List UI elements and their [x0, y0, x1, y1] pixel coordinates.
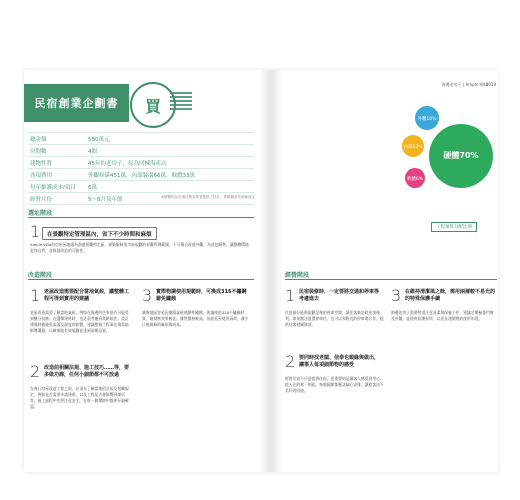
tip-heading: 民宿裝修時，一定要將交通和停車等考慮進去 — [299, 289, 380, 302]
info-value: 4間 — [86, 145, 254, 157]
tip-body: 海邊的房子需要特別注意清潔與保養工作，建議定期檢查門窗及外牆，並使用防潮材料，以延長建築物的使用年限。 — [391, 310, 494, 321]
info-value: 550萬元 — [86, 133, 254, 145]
budget-bubble-chart — [401, 100, 498, 220]
section-divider — [285, 279, 497, 280]
section-divider — [28, 279, 254, 280]
info-label: 房間數 — [28, 145, 86, 157]
tip-body: Ample Villa的房屋因地處為漁港景觀特定區，建築限制依市府規劃的景觀管理範圍，不可擅自改建外觀，為此也順勢，讓整體環境更加自然，並保留改造的可能性。 — [30, 242, 249, 253]
chart-caption: 工程預算分配比例 — [431, 222, 477, 232]
table-row — [28, 133, 254, 145]
table-row — [28, 169, 254, 181]
running-head: 海邊老房子 | Ample Villa — [441, 82, 488, 87]
bubble-label-interior: 內部12% — [403, 145, 423, 150]
tip-heading: 在維持清潔風之餘，需用兩層較不易光的的特殊保護手續 — [405, 289, 496, 302]
buy-stamp-icon: 買 — [130, 82, 176, 128]
tip-body: 老屋改造需要了解當地氣候，例如在海邊的住家很有可能受到鹽分侵蝕。在選擇建材時，也必須考慮到其耐候性。設計建築時應避免高溫及濕度的影響，建議整個工程事先與當地師傅溝通，以確保能有效規劃並達到預期品質。 — [30, 310, 129, 333]
tip-heading: 實際物調使用規範時，可換成316不鏽鋼避免鏽蝕 — [156, 289, 247, 302]
info-label: 建物性質 — [28, 157, 86, 169]
tip-heading: 要同時找老闆、信奉也順緣與做出，讓事人每項細節物的感受 — [299, 355, 380, 368]
info-value: 5～8月及年節 — [86, 193, 254, 205]
tip-heading: 改造前相關法規、施工技巧……等，要多做功課，任何小細節都不可放過 — [44, 365, 130, 378]
book-gutter — [261, 70, 281, 472]
info-label: 總金額 — [28, 133, 86, 145]
info-value: 6萬 — [86, 181, 254, 193]
table-row — [28, 181, 254, 193]
section-title-site: 選址階段 — [28, 210, 53, 217]
bubble-label-hardware: 硬體70% — [443, 151, 479, 160]
bubble-label-exterior: 外觀10% — [417, 117, 437, 122]
section-divider — [28, 217, 254, 218]
bubble-label-software: 軟體6% — [406, 177, 424, 182]
page-number: 2019 — [485, 82, 496, 87]
left-page — [24, 70, 261, 472]
book-spread — [24, 70, 498, 472]
section-title-operation: 經營階段 — [285, 272, 310, 279]
plan-title: 民宿創業企劃書 — [24, 84, 129, 122]
tip-body: 經營民宿不只是提供住宿，更重要的是讓客人感受到用心。從入住的那一刻起，每個細節都應該細心安排，讓旅客留下美好的回憶。 — [285, 376, 384, 393]
info-value: 外觀修繕451萬、內部裝潢66萬、軟體33萬 — [86, 169, 254, 181]
tip-number: 2 — [285, 352, 296, 371]
tip-body: 民宿最好能夠規劃足夠的停車空間，讓住客來訪時更加便利。如果無法設置停車位，也可以和附近的停車場合作，提供住客相關資訊。 — [285, 310, 384, 327]
table-row — [28, 157, 254, 169]
tip-body: 濱海地區容易因潮濕氣候使鐵件鏽蝕，建議使用316不鏽鋼材質，耐腐蝕效果較佳。雖然價格較高，但能延長使用壽命，減少日後維修的麻煩與成本。 — [142, 310, 249, 327]
tip-body: 在進行房屋改造工程之前，必須先了解當地的法規及相關規定，例如是否需要申請建照，以及工程是否會影響到鄰居等。施工過程中也要注意安全，在每一個環節中都要仔細確認。 — [30, 386, 129, 409]
info-label: 每年維護成本/項目 — [28, 181, 86, 193]
info-value: 45年的老房子，原為同棟海產店 — [86, 157, 254, 169]
tip-heading: 在景觀特定管理區內，省下不少時間和麻煩 — [42, 227, 157, 240]
tip-number: 3 — [142, 286, 153, 305]
tip-number: 2 — [30, 362, 41, 381]
tip-number: 1 — [30, 286, 41, 305]
tip-number: 1 — [285, 286, 296, 305]
section-title-renovation: 改造階段 — [28, 272, 53, 279]
tip-number: 3 — [391, 286, 402, 305]
info-label: 各項費用 — [28, 169, 86, 181]
source-note: ※總費用及各項比例為業者提供之估計，實際費用依個案而定 — [161, 195, 255, 199]
right-page — [281, 70, 498, 472]
postmark-lines-icon — [170, 92, 192, 110]
info-label: 經營月份 — [28, 193, 86, 205]
table-row — [28, 145, 254, 157]
tip-number: 1 — [30, 222, 41, 241]
tip-heading: 老屋改造需要配合當地氣候，讓整體工程可得到實用的建議 — [44, 289, 130, 302]
